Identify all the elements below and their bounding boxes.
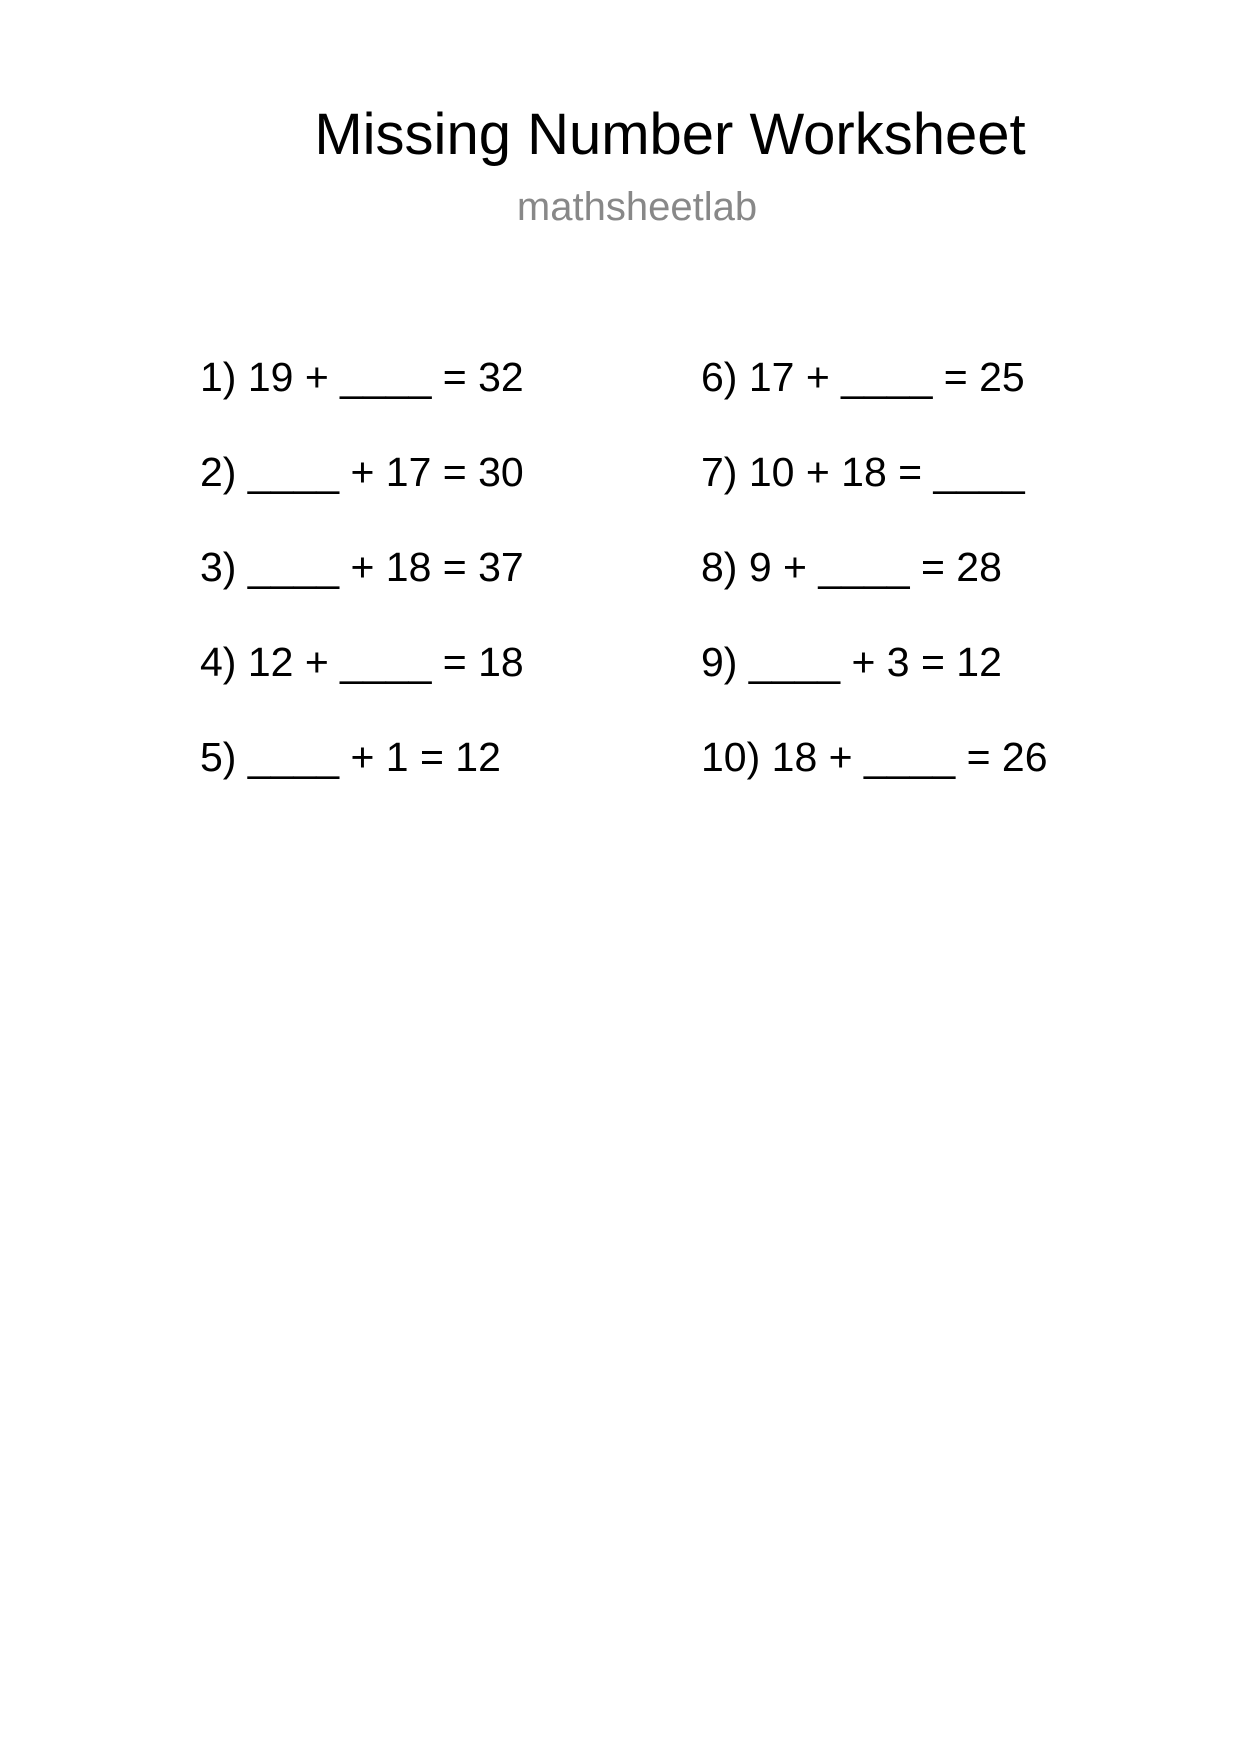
worksheet-subtitle: mathsheetlab <box>516 185 758 229</box>
problem-10: 10) 18 + ____ = 26 <box>701 734 1048 780</box>
problem-9: 9) ____ + 3 = 12 <box>701 639 1002 685</box>
problem-4: 4) 12 + ____ = 18 <box>200 639 524 685</box>
problem-2: 2) ____ + 17 = 30 <box>200 449 524 495</box>
problem-6: 6) 17 + ____ = 25 <box>701 354 1025 400</box>
problem-5: 5) ____ + 1 = 12 <box>200 734 501 780</box>
problem-8: 8) 9 + ____ = 28 <box>701 544 1002 590</box>
problems-column-right <box>701 352 1048 827</box>
problem-3: 3) ____ + 18 = 37 <box>200 544 524 590</box>
problem-1: 1) 19 + ____ = 32 <box>200 354 524 400</box>
problem-7: 7) 10 + 18 = ____ <box>701 449 1025 495</box>
problems-column-left <box>200 352 524 827</box>
worksheet-title: Missing Number Worksheet <box>314 102 1026 167</box>
